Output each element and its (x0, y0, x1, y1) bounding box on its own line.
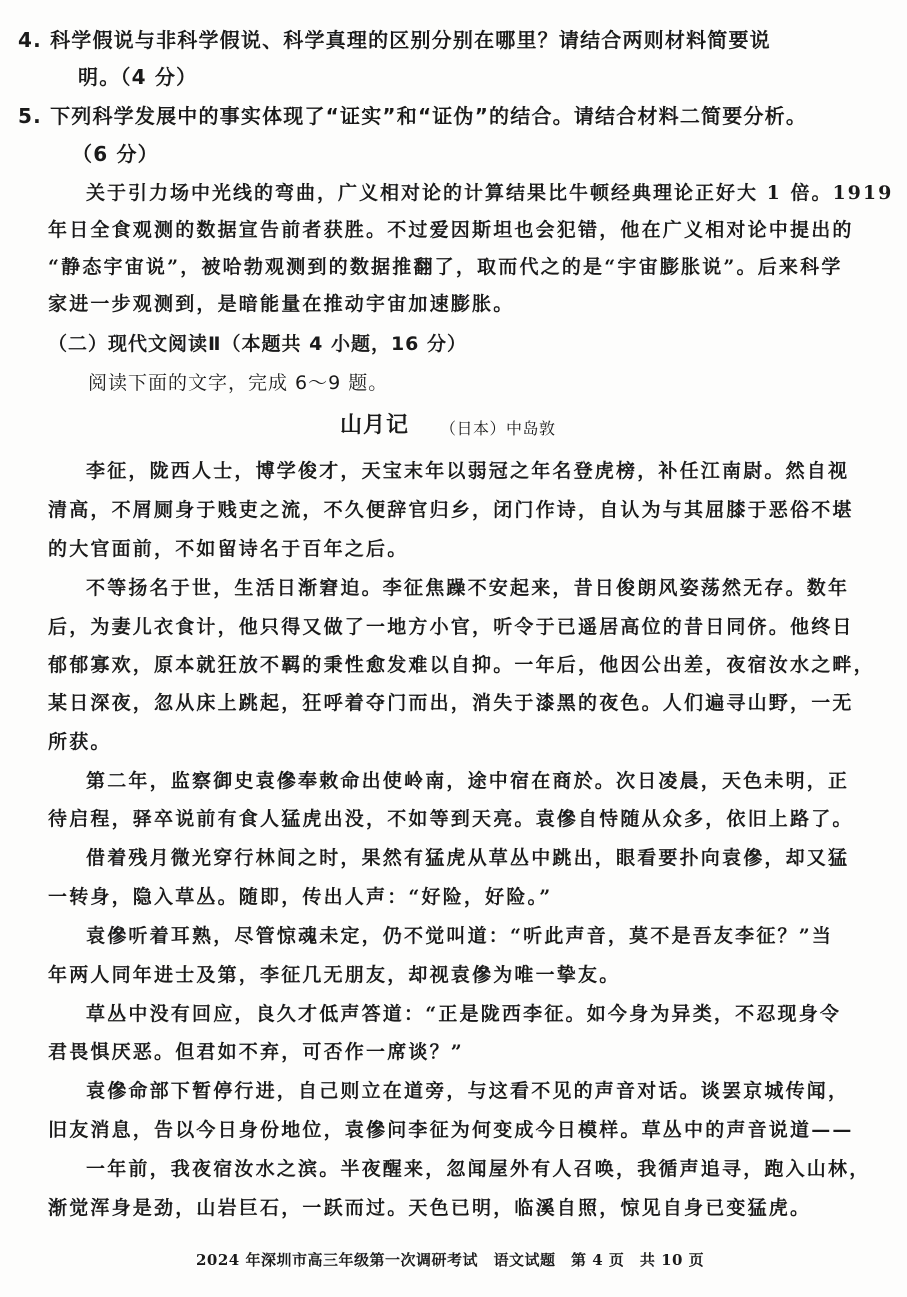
story-line: 所获。 (48, 731, 112, 753)
story-line: 一年前，我夜宿汝水之滨。半夜醒来，忽闻屋外有人召唤，我循声追寻，跑入山林， (86, 1158, 871, 1180)
story-line: 借着残月微光穿行林间之时，果然有猛虎从草丛中跳出，眼看要扑向袁傪，却又猛 (86, 847, 850, 869)
story-line: 渐觉浑身是劲，山岩巨石，一跃而过。天色已明，临溪自照，惊见自身已变猛虎。 (48, 1197, 812, 1219)
story-line: 不等扬名于世，生活日渐窘迫。李征焦躁不安起来，昔日俊朗风姿荡然无存。数年 (86, 577, 850, 599)
story-line: 旧友消息，告以今日身份地位，袁傪问李征为何变成今日模样。草丛中的声音说道—— (48, 1119, 854, 1141)
material-line: 关于引力场中光线的弯曲，广义相对论的计算结果比牛顿经典理论正好大 1 倍。1919 (86, 182, 894, 204)
story-line: 的大官面前，不如留诗名于百年之后。 (48, 538, 409, 560)
story-line: 李征，陇西人士，博学俊才，天宝末年以弱冠之年名登虎榜，补任江南尉。然自视 (86, 460, 850, 482)
story-title: 山月记 (340, 413, 410, 438)
story-line: 某日深夜，忽从床上跳起，狂呼着夺门而出，消失于漆黑的夜色。人们遍寻山野，一无 (48, 692, 854, 714)
story-line: 一转身，隐入草丛。随即，传出人声：“好险，好险。” (48, 886, 553, 908)
story-line: 第二年，监察御史袁傪奉敕命出使岭南，途中宿在商於。次日凌晨，天色未明，正 (86, 770, 850, 792)
story-line: 袁傪命部下暂停行进，自己则立在道旁，与这看不见的声音对话。谈罢京城传闻， (86, 1080, 850, 1102)
question-5-line-2: （6 分） (72, 142, 159, 166)
story-line: 郁郁寡欢，原本就狂放不羁的秉性愈发难以自抑。一年后，他因公出差，夜宿汝水之畔， (48, 654, 875, 676)
question-4-line-1: 4. 科学假说与非科学假说、科学真理的区别分别在哪里？请结合两则材料简要说 (18, 28, 771, 52)
question-4-line-2: 明。（4 分） (78, 65, 198, 89)
material-line: 年日全食观测的数据宣告前者获胜。不过爱因斯坦也会犯错，他在广义相对论中提出的 (48, 219, 854, 241)
story-line: 待启程，驿卒说前有食人猛虎出没，不如等到天亮。袁傪自恃随从众多，依旧上路了。 (48, 808, 854, 830)
section-instruction: 阅读下面的文字，完成 6～9 题。 (88, 372, 389, 394)
question-5-line-1: 5. 下列科学发展中的事实体现了“证实”和“证伪”的结合。请结合材料二简要分析。 (18, 104, 808, 128)
page-footer: 2024 年深圳市高三年级第一次调研考试 语文试题 第 4 页 共 10 页 (196, 1251, 705, 1269)
story-line: 草丛中没有回应，良久才低声答道：“正是陇西李征。如今身为异类，不忍现身令 (86, 1003, 842, 1025)
story-line: 君畏惧厌恶。但君如不弃，可否作一席谈？” (48, 1041, 464, 1063)
story-author: （日本）中岛敦 (440, 419, 556, 438)
section-heading: （二）现代文阅读Ⅱ（本题共 4 小题，16 分） (48, 333, 468, 355)
material-line: 家进一步观测到，是暗能量在推动宇宙加速膨胀。 (48, 293, 515, 315)
story-line: 年两人同年进士及第，李征几无朋友，却视袁傪为唯一挚友。 (48, 964, 621, 986)
story-line: 袁傪听着耳熟，尽管惊魂未定，仍不觉叫道：“听此声音，莫不是吾友李征？”当 (86, 925, 834, 947)
story-line: 后，为妻儿衣食计，他只得又做了一地方小官，听令于已遥居高位的昔日同侪。他终日 (48, 616, 854, 638)
story-line: 清高，不屑厕身于贱吏之流，不久便辞官归乡，闭门作诗，自认为与其屈膝于恶俗不堪 (48, 499, 854, 521)
material-line: “静态宇宙说”，被哈勃观测到的数据推翻了，取而代之的是“宇宙膨胀说”。后来科学 (48, 256, 843, 278)
